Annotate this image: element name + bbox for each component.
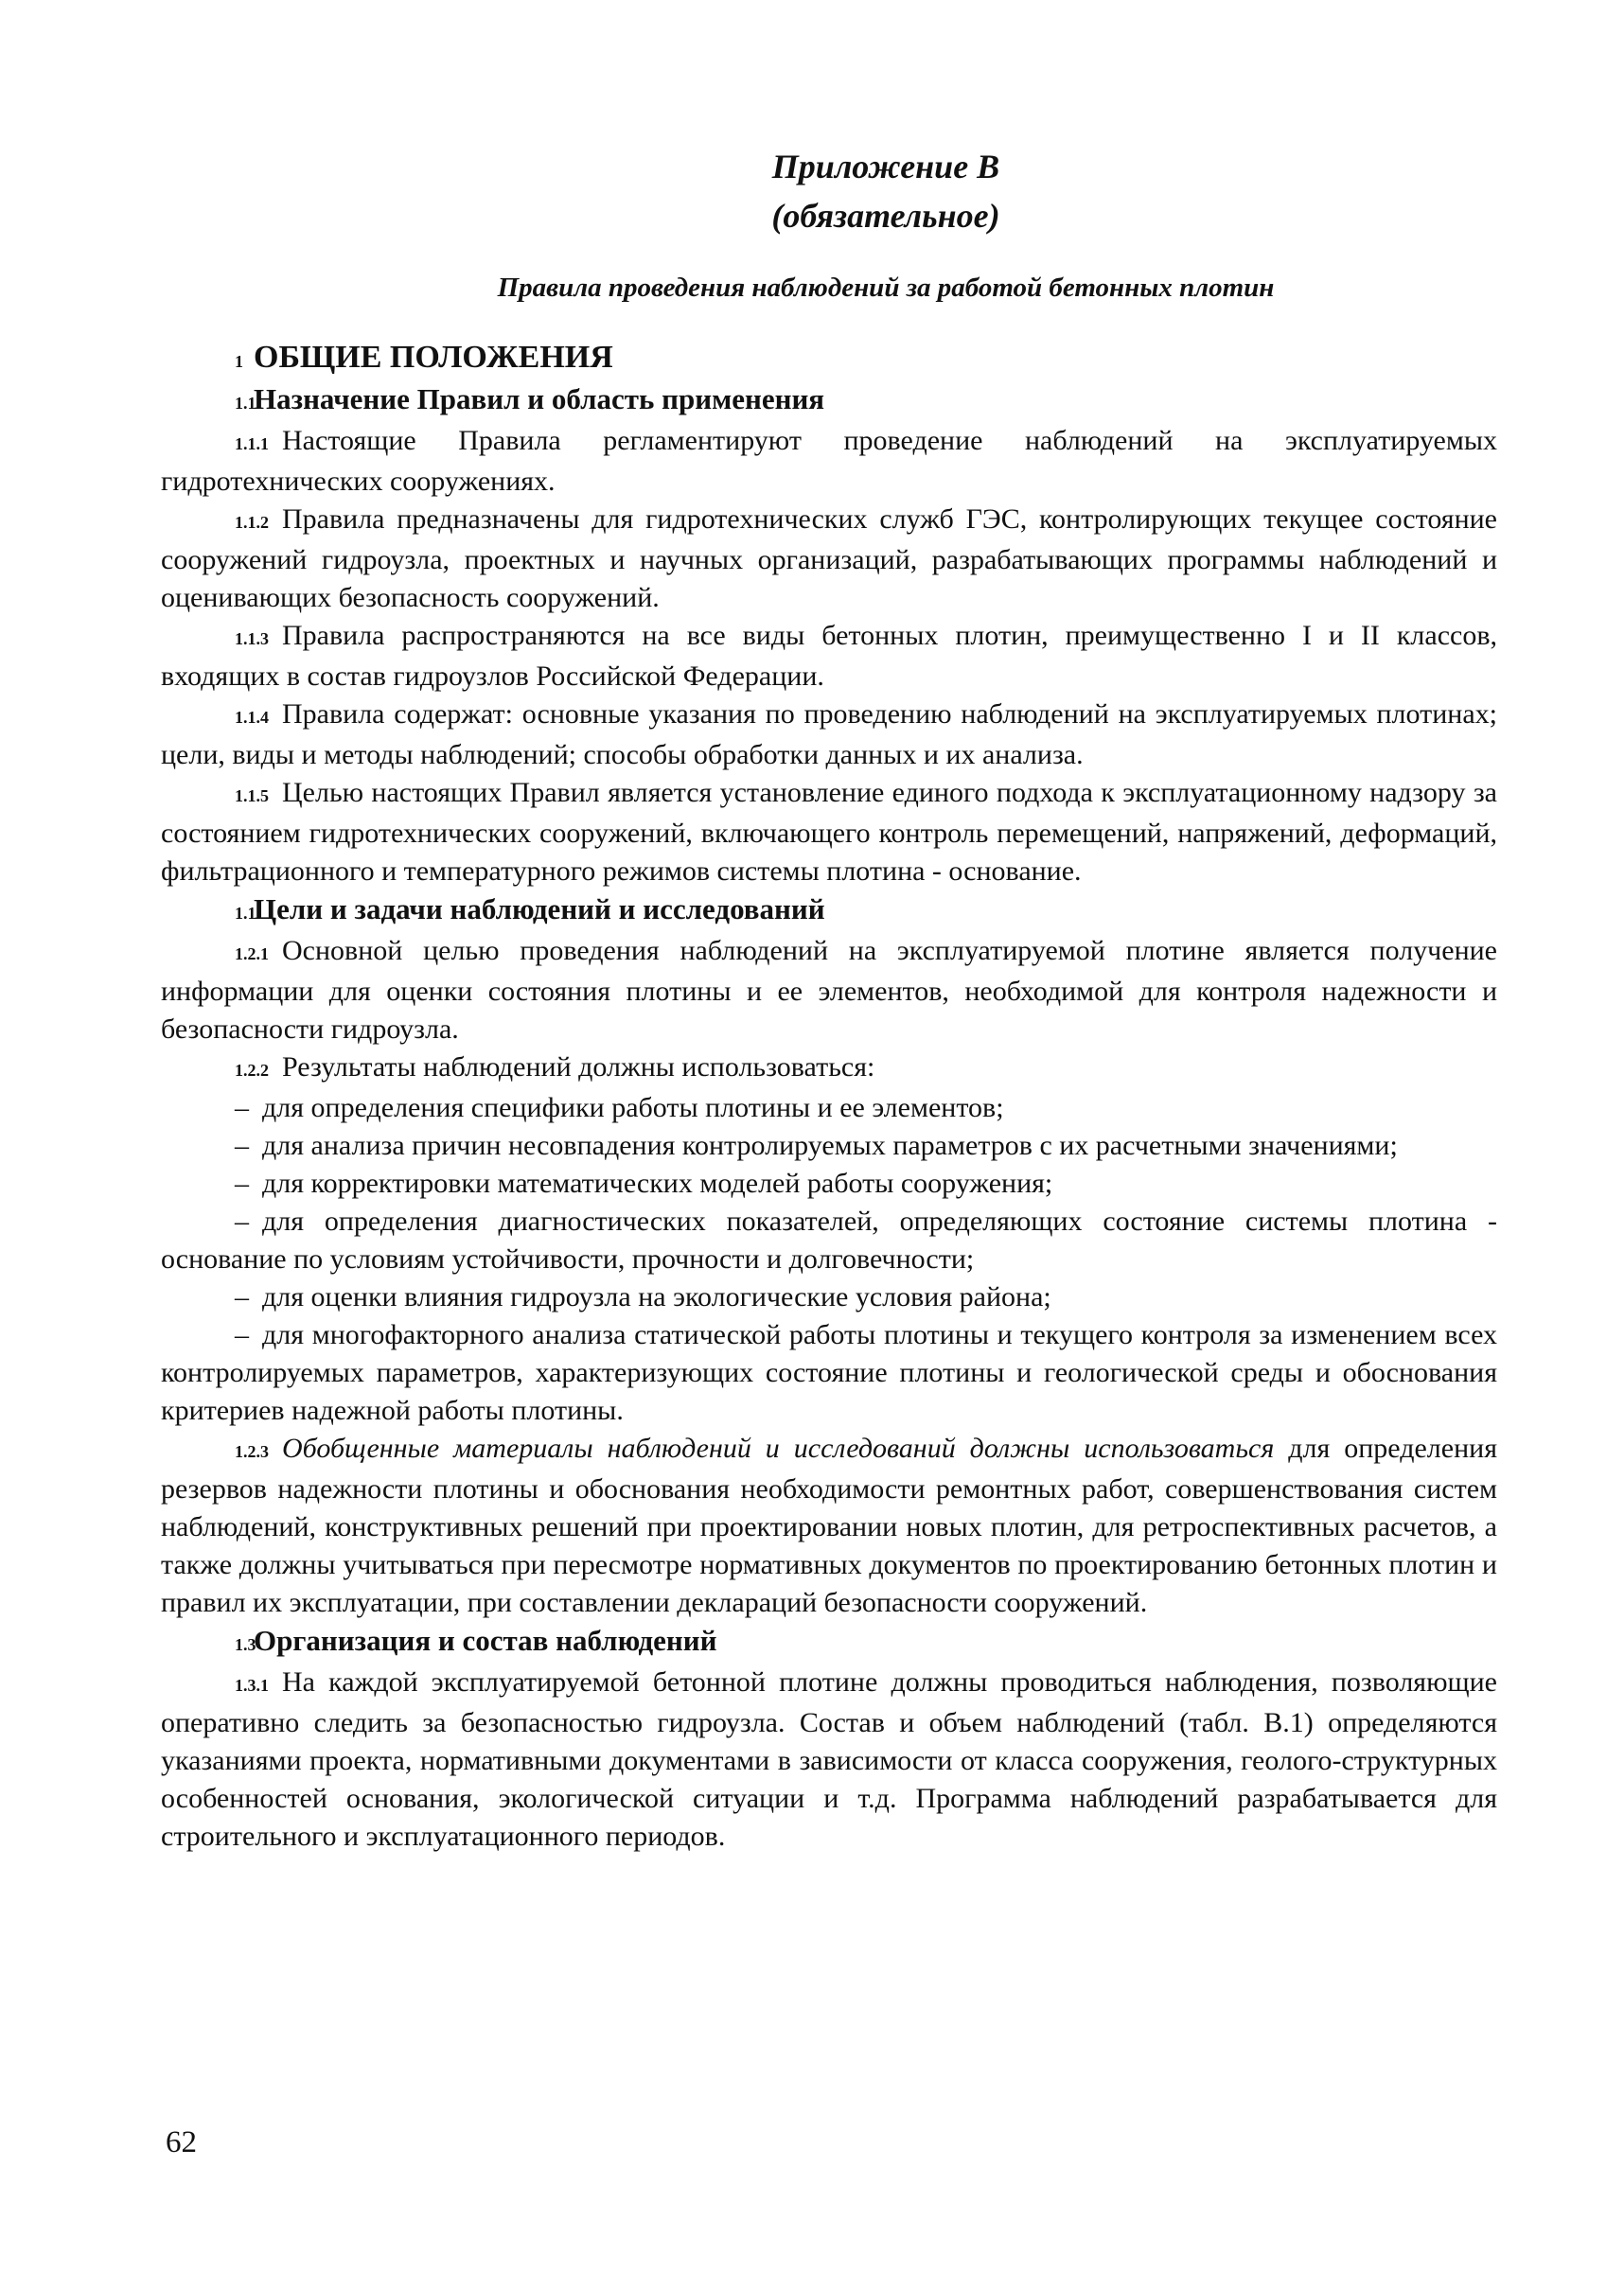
list-item-text: для определения диагностических показателей, определяющих состояние системы плотина - основание по условиям устойчивости, прочности и долговечности; [161,1206,1497,1275]
section-heading-1-2 [161,890,1497,932]
list-dash: – [235,1206,249,1237]
section-heading-1 [161,339,1497,380]
list-dash: – [235,1092,249,1123]
section-number: 1.1 [235,394,256,413]
list-item [161,1278,1497,1316]
paragraph-1-3-1 [161,1664,1497,1856]
paragraph-number: 1.1.1 [235,434,269,453]
list-item-text: для оценки влияния гидроузла на экологические условия района; [262,1281,1051,1312]
paragraph-1-1-3 [161,617,1497,696]
list-item-text: для корректировки математических моделей работы сооружения; [262,1168,1053,1199]
list-item [161,1203,1497,1278]
paragraph-text: Правила предназначены для гидротехнических служб ГЭС, контролирующих текущее состояние сооружений гидроузла, проектных и научных организаций, разрабатывающих программы наблюдений и оценивающих безопасность сооружений. [161,503,1497,613]
paragraph-number: 1.1.4 [235,708,269,727]
list-item [161,1316,1497,1430]
paragraph-number: 1.3.1 [235,1676,269,1695]
paragraph-text: Основной целью проведения наблюдений на эксплуатируемой плотине является получение информации для оценки состояния плотины и ее элементов, необходимой для контроля надежности и безопасности гидроузла. [161,935,1497,1045]
section-title: Организация и состав наблюдений [254,1624,717,1657]
paragraph-number: 1.1.2 [235,513,269,532]
list-dash: – [235,1281,249,1312]
paragraph-number: 1.1.5 [235,786,269,805]
paragraph-number: 1.2.1 [235,944,269,963]
section-title: Назначение Правил и область применения [254,382,825,415]
paragraph-text: На каждой эксплуатируемой бетонной плотине должны проводиться наблюдения, позволяющие оперативно следить за безопасностью гидроузла. Состав и объем наблюдений (табл. В.1) определяются указаниями проекта, нормативными документами в зависимости от класса сооружения, геолого-структурных особенностей основания, экологической ситуации и т.д. Программа наблюдений разрабатывается для строительного и эксплуатационного периодов. [161,1666,1497,1852]
section-title: ОБЩИЕ ПОЛОЖЕНИЯ [254,340,613,375]
paragraph-1-2-2 [161,1048,1497,1089]
list-item [161,1089,1497,1127]
section-number: 1 [235,352,243,371]
paragraph-text: Настоящие Правила регламентируют проведение наблюдений на эксплуатируемых гидротехнических сооружениях. [161,425,1497,497]
section-title: Цели и задачи наблюдений и исследований [254,892,825,925]
paragraph-text: Целью настоящих Правил является установление единого подхода к эксплуатационному надзору за состоянием гидротехнических сооружений, включающего контроль перемещений, напряжений, деформаций, фильтрационного и температурного режимов системы плотина - основание. [161,777,1497,887]
list-item-text: для многофакторного анализа статической работы плотины и текущего контроля за изменением всех контролируемых параметров, характеризующих состояние плотины и геологической среды и обоснования критериев надежной работы плотины. [161,1319,1497,1426]
paragraph-1-2-3 [161,1430,1497,1622]
list-item [161,1127,1497,1165]
paragraph-text: Результаты наблюдений должны использоваться: [282,1051,875,1083]
paragraph-text: для определения резервов надежности плотины и обоснования необходимости ремонтных работ, совершенствования систем наблюдений, конструктивных решений при проектировании новых плотин, для ретроспективных расчетов, а также должны учитываться при пересмотре нормативных документов по проектированию бетонных плотин и правил их эксплуатации, при составлении деклараций безопасности сооружений. [161,1433,1497,1618]
list-dash: – [235,1168,249,1199]
document-heading: Правила проведения наблюдений за работой бетонных плотин [497,273,1275,303]
list-dash: – [235,1130,249,1161]
section-number: 1.3 [235,1635,256,1654]
paragraph-1-2-1 [161,932,1497,1048]
paragraph-number: 1.1.3 [235,629,269,648]
section-number: 1.1 [235,904,256,923]
list-item [161,1165,1497,1203]
section-heading-1-1 [161,380,1497,422]
list-item-text: для определения специфики работы плотины и ее элементов; [262,1092,1004,1123]
appendix-title: Приложение В [771,148,1000,185]
list-item-text: для анализа причин несовпадения контролируемых параметров с их расчетными значениями; [262,1130,1398,1161]
paragraph-number: 1.2.3 [235,1442,269,1461]
document-page [161,142,1497,1856]
section-heading-1-3 [161,1622,1497,1664]
paragraph-1-1-4 [161,696,1497,774]
page-number: 62 [166,2125,197,2159]
appendix-subtitle: (обязательное) [771,197,1000,235]
paragraph-1-1-2 [161,501,1497,617]
paragraph-text: Правила распространяются на все виды бетонных плотин, преимущественно I и II классов, входящих в состав гидроузлов Российской Федерации. [161,620,1497,692]
paragraph-1-1-1 [161,422,1497,501]
paragraph-number: 1.2.2 [235,1061,269,1080]
paragraph-1-1-5 [161,774,1497,890]
list-dash: – [235,1319,249,1350]
paragraph-text: Правила содержат: основные указания по проведению наблюдений на эксплуатируемых плотинах; цели, виды и методы наблюдений; способы обработки данных и их анализа. [161,698,1497,770]
paragraph-text-italic: Обобщенные материалы наблюдений и исследований должны использоваться [282,1433,1275,1464]
